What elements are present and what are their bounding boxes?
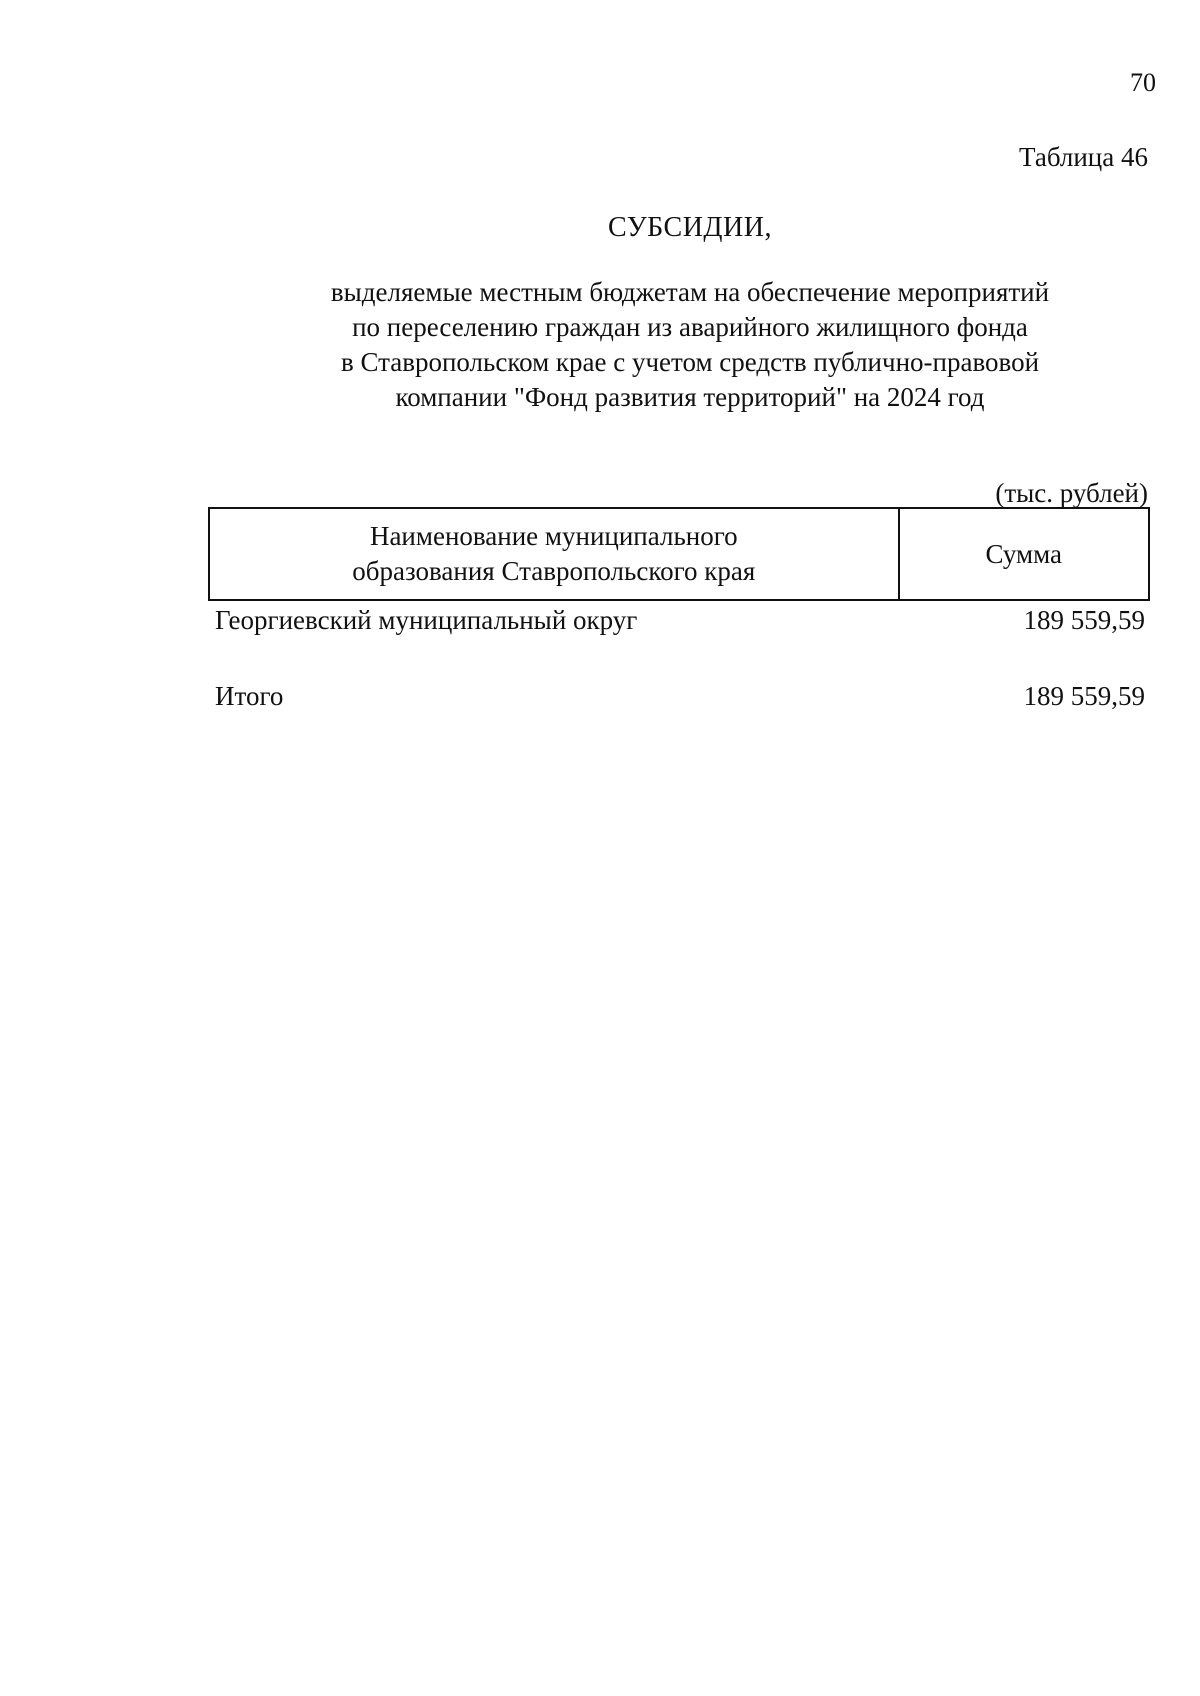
subtitle-line: компании "Фонд развития территорий" на 2024 год	[395, 382, 985, 412]
municipality-sum: 189 559,59	[1023, 605, 1145, 635]
subtitle-line: в Ставропольском крае с учетом средств публично-правовой	[340, 347, 1040, 377]
header-municipality-label: Наименование муниципального образования Ставропольского края	[352, 521, 756, 586]
document-subtitle	[0, 275, 1200, 415]
header-sum: Сумма	[899, 508, 1149, 600]
total-sum: 189 559,59	[1023, 681, 1145, 711]
table-label: Таблица 46	[1019, 142, 1148, 172]
subtitle-line: по переселению граждан из аварийного жилищного фонда	[352, 312, 1028, 342]
municipality-name: Георгиевский муниципальный округ	[215, 605, 638, 635]
page-number: 70	[1130, 68, 1156, 97]
total-row	[209, 677, 1149, 753]
subtitle-line: выделяемые местным бюджетам на обеспечение мероприятий	[330, 277, 1050, 307]
table-header-row	[209, 508, 1149, 600]
units-label: (тыс. рублей)	[995, 478, 1148, 508]
header-municipality	[209, 508, 899, 600]
subsidy-table	[208, 507, 1150, 753]
document-title: СУБСИДИИ,	[608, 212, 772, 243]
table-row	[209, 600, 1149, 677]
total-label: Итого	[215, 681, 284, 711]
